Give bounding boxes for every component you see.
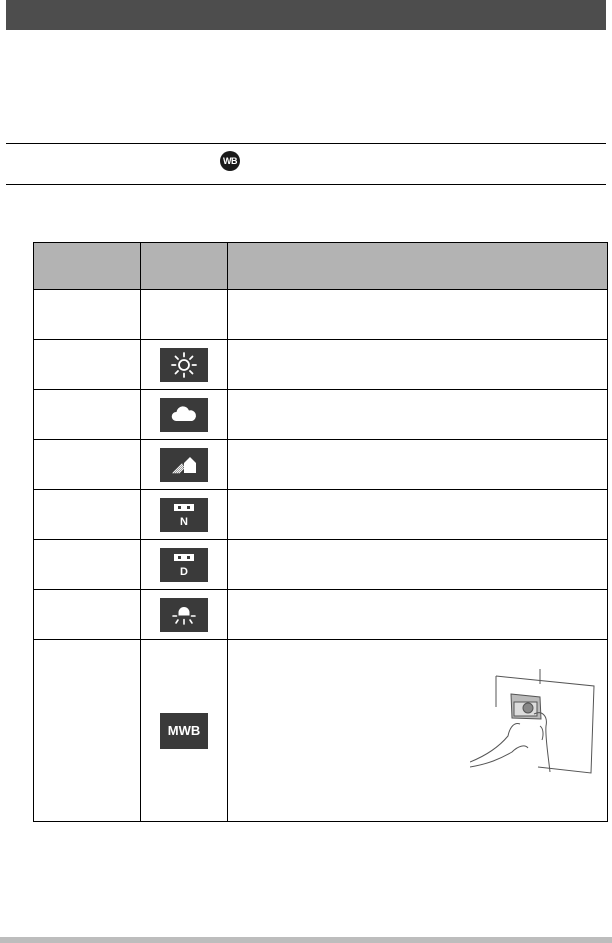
- white-paper-calibration-illustration: [470, 664, 605, 776]
- table-header-setting: [34, 243, 141, 290]
- tungsten-bulb-icon: [160, 598, 208, 632]
- instruction-top-rule: [6, 143, 606, 144]
- table-row: [34, 590, 608, 640]
- mode-cell: [34, 440, 141, 490]
- icon-cell: [141, 290, 228, 340]
- description-cell: [228, 290, 608, 340]
- mode-cell: [34, 340, 141, 390]
- mode-cell: [34, 590, 141, 640]
- page-footer-line: [0, 937, 612, 943]
- table-header-row: [34, 243, 608, 290]
- table-row: [34, 290, 608, 340]
- icon-cell: [141, 640, 228, 822]
- icon-cell: [141, 540, 228, 590]
- fluorescent-d-label: D: [180, 565, 188, 578]
- instruction-bottom-rule: [6, 184, 606, 185]
- icon-cell: [141, 590, 228, 640]
- fluorescent-n-label: N: [180, 515, 188, 528]
- mode-cell: [34, 540, 141, 590]
- table-row: [34, 390, 608, 440]
- table-row: [34, 440, 608, 490]
- icon-cell: [141, 440, 228, 490]
- icon-cell: [141, 490, 228, 540]
- mode-cell: [34, 290, 141, 340]
- mode-cell: [34, 490, 141, 540]
- fluorescent-d-icon: [160, 548, 208, 582]
- mode-cell: [34, 390, 141, 440]
- fluorescent-n-icon: [160, 498, 208, 532]
- shade-icon: [160, 448, 208, 482]
- icon-cell: [141, 340, 228, 390]
- section-header-bar: [6, 0, 606, 30]
- description-cell: [228, 390, 608, 440]
- table-header-icon: [141, 243, 228, 290]
- cloud-icon: [160, 398, 208, 432]
- description-cell: [228, 490, 608, 540]
- table-row: [34, 340, 608, 390]
- description-cell: [228, 440, 608, 490]
- mode-cell: [34, 640, 141, 822]
- mwb-icon-label: MWB: [167, 722, 201, 738]
- table-row: [34, 490, 608, 540]
- description-cell: [228, 590, 608, 640]
- table-row: [34, 540, 608, 590]
- description-cell: [228, 340, 608, 390]
- wb-button-icon: WB: [220, 151, 240, 171]
- icon-cell: [141, 390, 228, 440]
- sun-icon: [160, 348, 208, 382]
- table-header-description: [228, 243, 608, 290]
- mwb-icon: [160, 713, 208, 749]
- description-cell: [228, 540, 608, 590]
